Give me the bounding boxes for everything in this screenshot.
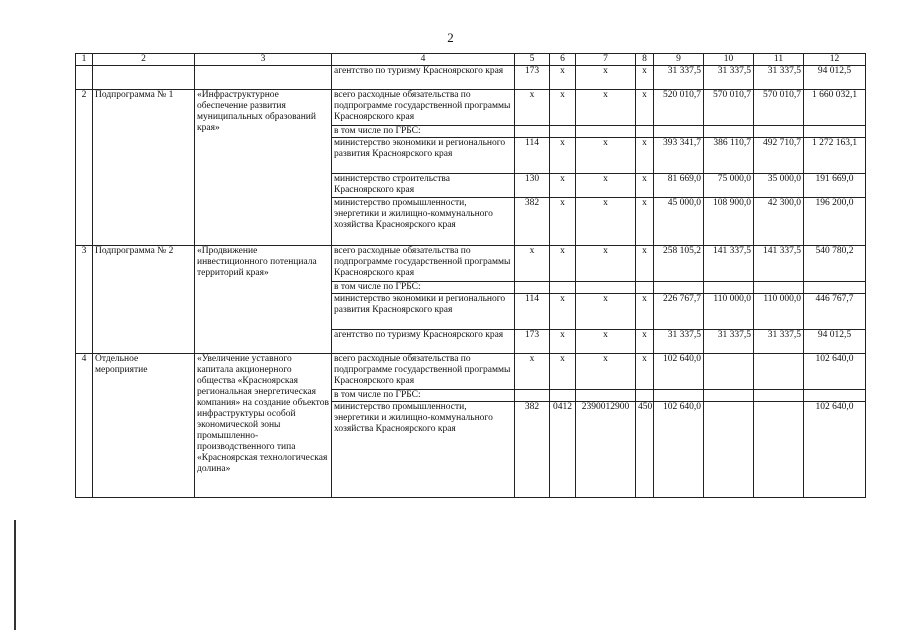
total-cell: 94 012,5 — [804, 66, 866, 90]
code-cell: x — [515, 354, 550, 390]
section-cell: x — [550, 90, 576, 126]
grbs-cell: всего расходные обязательства по подпрограмме государственной программы Красноярского края — [332, 246, 515, 282]
expense-type-cell: x — [636, 138, 654, 174]
section-cell: x — [550, 66, 576, 90]
grbs-subheading-cell: в том числе по ГРБС: — [332, 126, 515, 138]
amount-cell-10 — [704, 354, 754, 390]
code-cell: 382 — [515, 402, 550, 498]
code-cell: x — [515, 90, 550, 126]
total-cell: 1 272 163,1 — [804, 138, 866, 174]
amount-cell-10: 141 337,5 — [704, 246, 754, 282]
section-cell: x — [550, 246, 576, 282]
target-article-cell: x — [576, 354, 636, 390]
code-cell: 114 — [515, 138, 550, 174]
amount-cell-11: 570 010,7 — [754, 90, 804, 126]
amount-cell-11: 31 337,5 — [754, 66, 804, 90]
amount-cell-11: 141 337,5 — [754, 246, 804, 282]
grbs-cell: всего расходные обязательства по подпрограмме государственной программы Красноярского края — [332, 90, 515, 126]
amount-cell-9: 81 669,0 — [654, 174, 704, 198]
target-article-cell: x — [576, 198, 636, 246]
code-cell: 130 — [515, 174, 550, 198]
amount-cell-11: 110 000,0 — [754, 294, 804, 330]
col-header-1: 1 — [76, 54, 93, 66]
amount-cell-9: 45 000,0 — [654, 198, 704, 246]
expense-type-cell: 450 — [636, 402, 654, 498]
amount-cell-10: 31 337,5 — [704, 330, 754, 354]
total-cell: 540 780,2 — [804, 246, 866, 282]
total-cell: 191 669,0 — [804, 174, 866, 198]
amount-cell-9: 393 341,7 — [654, 138, 704, 174]
col-header-10: 10 — [704, 54, 754, 66]
expense-type-cell: x — [636, 198, 654, 246]
grbs-subheading-cell: в том числе по ГРБС: — [332, 282, 515, 294]
target-article-cell: 2390012900 — [576, 402, 636, 498]
col-header-9: 9 — [654, 54, 704, 66]
table-row — [76, 246, 866, 282]
table-row — [76, 354, 866, 390]
section-cell: x — [550, 354, 576, 390]
col-header-3: 3 — [195, 54, 332, 66]
grbs-cell: министерство строительства Красноярского края — [332, 174, 515, 198]
col-header-6: 6 — [550, 54, 576, 66]
grbs-cell: министерство экономики и регионального развития Красноярского края — [332, 138, 515, 174]
program-title-cell: «Инфраструктурное обеспечение развития муниципальных образований края» — [195, 90, 332, 246]
expense-type-cell: x — [636, 354, 654, 390]
target-article-cell: x — [576, 246, 636, 282]
amount-cell-10: 570 010,7 — [704, 90, 754, 126]
expense-type-cell: x — [636, 330, 654, 354]
total-cell: 196 200,0 — [804, 198, 866, 246]
grbs-cell: агентство по туризму Красноярского края — [332, 330, 515, 354]
section-cell: x — [550, 174, 576, 198]
section-cell: 0412 — [550, 402, 576, 498]
amount-cell-11: 492 710,7 — [754, 138, 804, 174]
table-row — [76, 66, 866, 90]
grbs-cell: всего расходные обязательства по подпрограмме государственной программы Красноярского края — [332, 354, 515, 390]
amount-cell-11: 31 337,5 — [754, 330, 804, 354]
amount-cell-9: 520 010,7 — [654, 90, 704, 126]
target-article-cell: x — [576, 66, 636, 90]
total-cell: 102 640,0 — [804, 354, 866, 390]
amount-cell-9: 226 767,7 — [654, 294, 704, 330]
expense-type-cell: x — [636, 90, 654, 126]
target-article-cell: x — [576, 294, 636, 330]
amount-cell-11 — [754, 354, 804, 390]
code-cell: 382 — [515, 198, 550, 246]
program-name-cell: Отдельное мероприятие — [93, 354, 195, 498]
program-title-cell: «Увеличение уставного капитала акционерного общества «Красноярская региональная энергетическая компания» на создание объектов инфраструктуры особой экономической зоны промышленно-производственного типа «Красноярская технологическая долина» — [195, 354, 332, 498]
program-name-cell: Подпрограмма № 2 — [93, 246, 195, 354]
section-cell: x — [550, 330, 576, 354]
amount-cell-9: 31 337,5 — [654, 330, 704, 354]
page-number: 2 — [447, 30, 454, 45]
expense-type-cell: x — [636, 294, 654, 330]
col-header-11: 11 — [754, 54, 804, 66]
code-cell: x — [515, 246, 550, 282]
total-cell: 94 012,5 — [804, 330, 866, 354]
row-number-cell — [76, 66, 93, 90]
amount-cell-11: 42 300,0 — [754, 198, 804, 246]
budget-table — [75, 53, 866, 498]
expense-type-cell: x — [636, 246, 654, 282]
col-header-8: 8 — [636, 54, 654, 66]
target-article-cell: x — [576, 138, 636, 174]
target-article-cell: x — [576, 90, 636, 126]
amount-cell-9: 258 105,2 — [654, 246, 704, 282]
col-header-7: 7 — [576, 54, 636, 66]
col-header-4: 4 — [332, 54, 515, 66]
section-cell: x — [550, 294, 576, 330]
amount-cell-10: 31 337,5 — [704, 66, 754, 90]
row-number-cell: 3 — [76, 246, 93, 354]
budget-table-container — [75, 53, 865, 498]
total-cell: 102 640,0 — [804, 402, 866, 498]
table-row — [76, 90, 866, 126]
grbs-cell: министерство промышленности, энергетики и жилищно-коммунального хозяйства Красноярского края — [332, 402, 515, 498]
amount-cell-10: 75 000,0 — [704, 174, 754, 198]
expense-type-cell: x — [636, 66, 654, 90]
target-article-cell: x — [576, 330, 636, 354]
total-cell: 446 767,7 — [804, 294, 866, 330]
code-cell: 173 — [515, 330, 550, 354]
col-header-5: 5 — [515, 54, 550, 66]
amount-cell-9: 31 337,5 — [654, 66, 704, 90]
amount-cell-10: 110 000,0 — [704, 294, 754, 330]
grbs-subheading-cell: в том числе по ГРБС: — [332, 390, 515, 402]
program-name-cell: Подпрограмма № 1 — [93, 90, 195, 246]
amount-cell-10: 108 900,0 — [704, 198, 754, 246]
program-name-cell — [93, 66, 195, 90]
amount-cell-11: 35 000,0 — [754, 174, 804, 198]
row-number-cell: 4 — [76, 354, 93, 498]
target-article-cell: x — [576, 174, 636, 198]
section-cell: x — [550, 198, 576, 246]
program-title-cell: «Продвижение инвестиционного потенциала территорий края» — [195, 246, 332, 354]
expense-type-cell: x — [636, 174, 654, 198]
amount-cell-10: 386 110,7 — [704, 138, 754, 174]
amount-cell-10 — [704, 402, 754, 498]
section-cell: x — [550, 138, 576, 174]
code-cell: 114 — [515, 294, 550, 330]
program-title-cell — [195, 66, 332, 90]
grbs-cell: агентство по туризму Красноярского края — [332, 66, 515, 90]
row-number-cell: 2 — [76, 90, 93, 246]
header-row — [76, 54, 866, 66]
col-header-2: 2 — [93, 54, 195, 66]
amount-cell-11 — [754, 402, 804, 498]
grbs-cell: министерство экономики и регионального развития Красноярского края — [332, 294, 515, 330]
amount-cell-9: 102 640,0 — [654, 354, 704, 390]
scan-edge-line — [14, 520, 16, 630]
amount-cell-9: 102 640,0 — [654, 402, 704, 498]
total-cell: 1 660 032,1 — [804, 90, 866, 126]
col-header-12: 12 — [804, 54, 866, 66]
code-cell: 173 — [515, 66, 550, 90]
grbs-cell: министерство промышленности, энергетики и жилищно-коммунального хозяйства Красноярского края — [332, 198, 515, 246]
